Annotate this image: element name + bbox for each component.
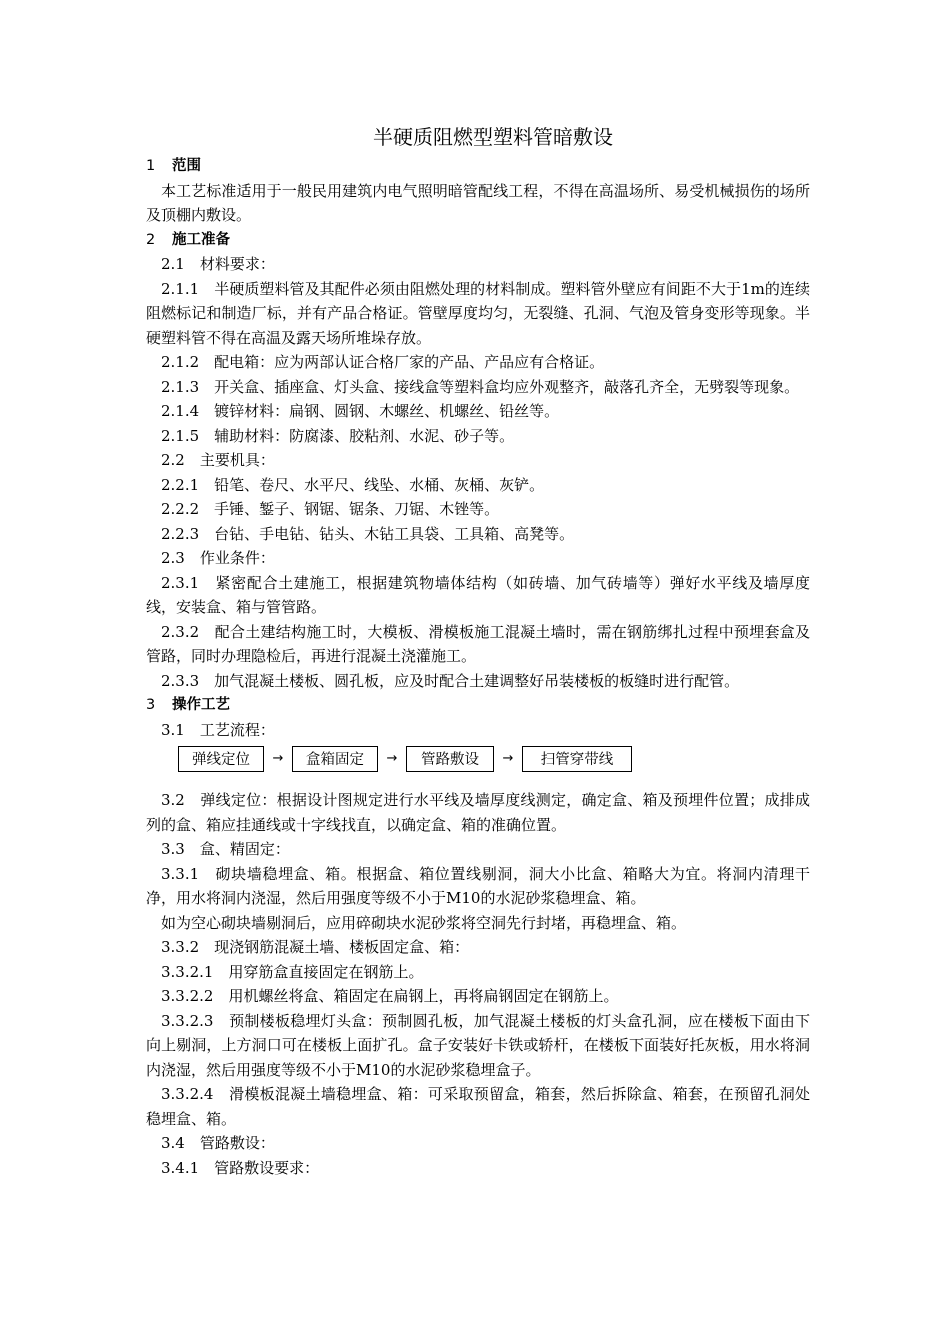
section-title: 范围 [172, 158, 201, 174]
item-2-3-3: 2.3.3 加气混凝土楼板、圆孔板，应及时配合土建调整好吊装楼板的板缝时进行配管。 [161, 671, 740, 690]
document-title: 半硬质阻燃型塑料管暗敷设 [373, 125, 613, 149]
item-2-2-1: 2.2.1 铅笔、卷尺、水平尺、线坠、水桶、灰桶、灰铲。 [161, 475, 545, 494]
arrow-right-icon: → [386, 750, 398, 766]
section-3-heading [146, 693, 810, 718]
item-3-3-2-2: 3.3.2.2 用机螺丝将盒、箱固定在扁钢上，再将扁钢固定在钢筋上。 [161, 987, 619, 1005]
item-2-3-1: 2.3.1 紧密配合土建施工，根据建筑物墙体结构（如砖墙、加气砖墙等）弹好水平线及墙厚度线，安装盒、箱与管管路。 [146, 573, 810, 616]
item-2-3-2: 2.3.2 配合土建结构施工时，大模板、滑模板施工混凝土墙时，需在钢筋绑扎过程中预埋套盒及管路，同时办理隐检后，再进行混凝土浇灌施工。 [146, 622, 810, 665]
section-2-heading [146, 228, 810, 253]
item-3-3-1: 3.3.1 砌块墙稳埋盒、箱。根据盒、箱位置线剔洞，洞大小比盒、箱略大为宜。将洞内清理干净，用水将洞内浇湿，然后用强度等级不小于M10的水泥砂浆稳埋盒、箱。 [146, 864, 810, 907]
subsection-2-1: 2.1 材料要求： [161, 255, 275, 273]
subsection-3-1: 3.1 工艺流程： [161, 720, 275, 739]
document-page [146, 120, 810, 1180]
item-3-3-2-3: 3.3.2.3 预制楼板稳埋灯头盒：预制圆孔板，加气混凝土楼板的灯头盒孔洞，应在楼板下面由下向上剔洞，上方洞口可在楼板上面扩孔。盒子安装好卡铁或轿杆，在楼板下面装好托灰板，用水将洞内浇湿，然后用强度等级不小于M10的水泥砂浆稳埋盒子。 [146, 1011, 810, 1079]
section-title: 操作工艺 [172, 697, 230, 713]
section-1-heading [146, 154, 810, 179]
subsection-2-2: 2.2 主要机具： [161, 451, 275, 469]
subsection-3-4: 3.4 管路敷设： [161, 1134, 275, 1152]
section-number: 3 [146, 697, 156, 713]
item-3-3-2-1: 3.3.2.1 用穿筋盒直接固定在钢筋上。 [161, 962, 424, 981]
item-2-1-5: 2.1.5 辅助材料：防腐漆、胶粘剂、水泥、砂子等。 [161, 426, 515, 445]
section-number: 1 [146, 158, 156, 174]
item-2-1-1: 2.1.1 半硬质塑料管及其配件必须由阻燃处理的材料制成。塑料管外壁应有间距不大于1m的连续阻燃标记和制造厂标，并有产品合格证。管壁厚度均匀，无裂缝、孔洞、气泡及管身变形等现象。半硬塑料管不得在高温及露天场所堆垛存放。 [146, 279, 810, 347]
subsection-3-3: 3.3 盒、精固定： [161, 840, 290, 858]
item-3-3-2: 3.3.2 现浇钢筋混凝土墙、楼板固定盒、箱： [161, 938, 470, 956]
section-title: 施工准备 [172, 231, 230, 248]
section-1-paragraph: 本工艺标准适用于一般民用建筑内电气照明暗管配线工程，不得在高温场所、易受机械损伤的场所及顶棚内敷设。 [146, 181, 810, 224]
item-2-2-2: 2.2.2 手锤、錾子、钢锯、锯条、刀锯、木锉等。 [161, 500, 500, 518]
item-2-1-4: 2.1.4 镀锌材料：扁钢、圆钢、木螺丝、机螺丝、铅丝等。 [161, 402, 560, 420]
item-3-3-1-note: 如为空心砌块墙剔洞后，应用碎砌块水泥砂浆将空洞先行封堵，再稳埋盒、箱。 [161, 913, 687, 932]
item-2-1-2: 2.1.2 配电箱：应为两部认证合格厂家的产品、产品应有合格证。 [161, 353, 605, 371]
flow-step-2: 盒箱固定 [292, 746, 378, 772]
flow-step-4: 扫管穿带线 [522, 746, 632, 772]
item-2-1-3: 2.1.3 开关盒、插座盒、灯头盒、接线盒等塑料盒均应外观整齐，敲落孔齐全，无劈裂等现象。 [161, 377, 800, 396]
section-number: 2 [146, 231, 156, 248]
item-3-4-1: 3.4.1 管路敷设要求： [161, 1158, 320, 1177]
item-2-2-3: 2.2.3 台钻、手电钻、钻头、木钻工具袋、工具箱、高凳等。 [161, 524, 575, 543]
process-flow-diagram [178, 744, 810, 774]
subsection-3-2: 3.2 弹线定位：根据设计图规定进行水平线及墙厚度线测定，确定盒、箱及预埋件位置；成排成列的盒、箱应挂通线或十字线找直，以确定盒、箱的准确位置。 [146, 791, 810, 834]
flow-step-3: 管路敷设 [406, 746, 494, 772]
arrow-right-icon: → [272, 750, 284, 766]
arrow-right-icon: → [502, 750, 514, 766]
item-3-3-2-4: 3.3.2.4 滑模板混凝土墙稳埋盒、箱：可采取预留盒，箱套，然后拆除盒、箱套，在预留孔洞处稳埋盒、箱。 [146, 1085, 810, 1128]
flow-step-1: 弹线定位 [178, 746, 264, 772]
subsection-2-3: 2.3 作业条件： [161, 549, 275, 567]
